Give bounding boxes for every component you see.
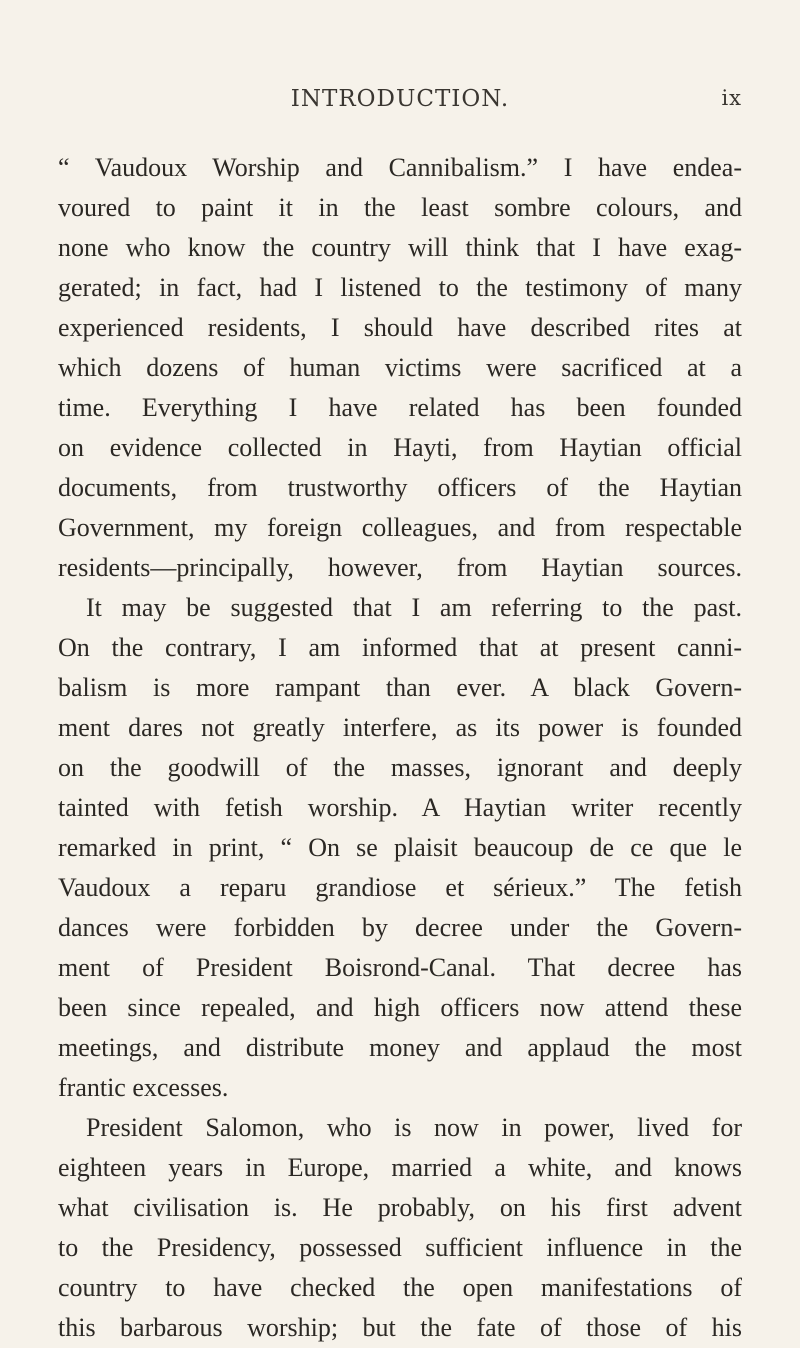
text-line: on evidence collected in Hayti, from Haytian official [58,433,742,462]
text-line: documents, from trustworthy officers of the Haytian [58,473,742,502]
text-line: On the contrary, I am informed that at present canni- [58,633,742,662]
text-line: balism is more rampant than ever. A black Govern- [58,673,742,702]
text-line: dances were forbidden by decree under the Govern- [58,913,742,942]
text-line: Government, my foreign colleagues, and from respectable [58,513,742,542]
text-line: voured to paint it in the least sombre colours, and [58,193,742,222]
text-line: meetings, and distribute money and applaud the most [58,1033,742,1062]
text-line: been since repealed, and high officers now attend these [58,993,742,1022]
text-line: on the goodwill of the masses, ignorant and deeply [58,753,742,782]
running-head [58,86,742,120]
text-line: this barbarous worship; but the fate of those of his [58,1313,742,1342]
text-line: time. Everything I have related has been founded [58,393,742,422]
text-line: residents—principally, however, from Haytian sources. [58,553,742,582]
text-line: frantic excesses. [58,1073,229,1102]
text-line: country to have checked the open manifestations of [58,1273,742,1302]
text-line: ment of President Boisrond-Canal. That decree has [58,953,742,982]
text-line: what civilisation is. He probably, on his first advent [58,1193,742,1222]
text-line: President Salomon, who is now in power, lived for [86,1113,742,1142]
running-title: INTRODUCTION. [290,86,510,112]
text-line: gerated; in fact, had I listened to the testimony of many [58,273,742,302]
text-line: which dozens of human victims were sacrificed at a [58,353,742,382]
body-text [58,148,742,1348]
text-line: to the Presidency, possessed sufficient influence in the [58,1233,742,1262]
text-line: none who know the country will think that I have exag- [58,233,742,262]
text-line: experienced residents, I should have described rites at [58,313,742,342]
text-line: eighteen years in Europe, married a white, and knows [58,1153,742,1182]
page-number: ix [721,86,742,110]
text-line: Vaudoux a reparu grandiose et sérieux.” The fetish [58,873,742,902]
text-line: ment dares not greatly interfere, as its power is founded [58,713,742,742]
text-line: remarked in print, “ On se plaisit beaucoup de ce que le [58,833,742,862]
text-line: “ Vaudoux Worship and Cannibalism.” I have endea- [58,153,742,182]
text-line: It may be suggested that I am referring to the past. [86,593,742,622]
text-line: tainted with fetish worship. A Haytian writer recently [58,793,742,822]
